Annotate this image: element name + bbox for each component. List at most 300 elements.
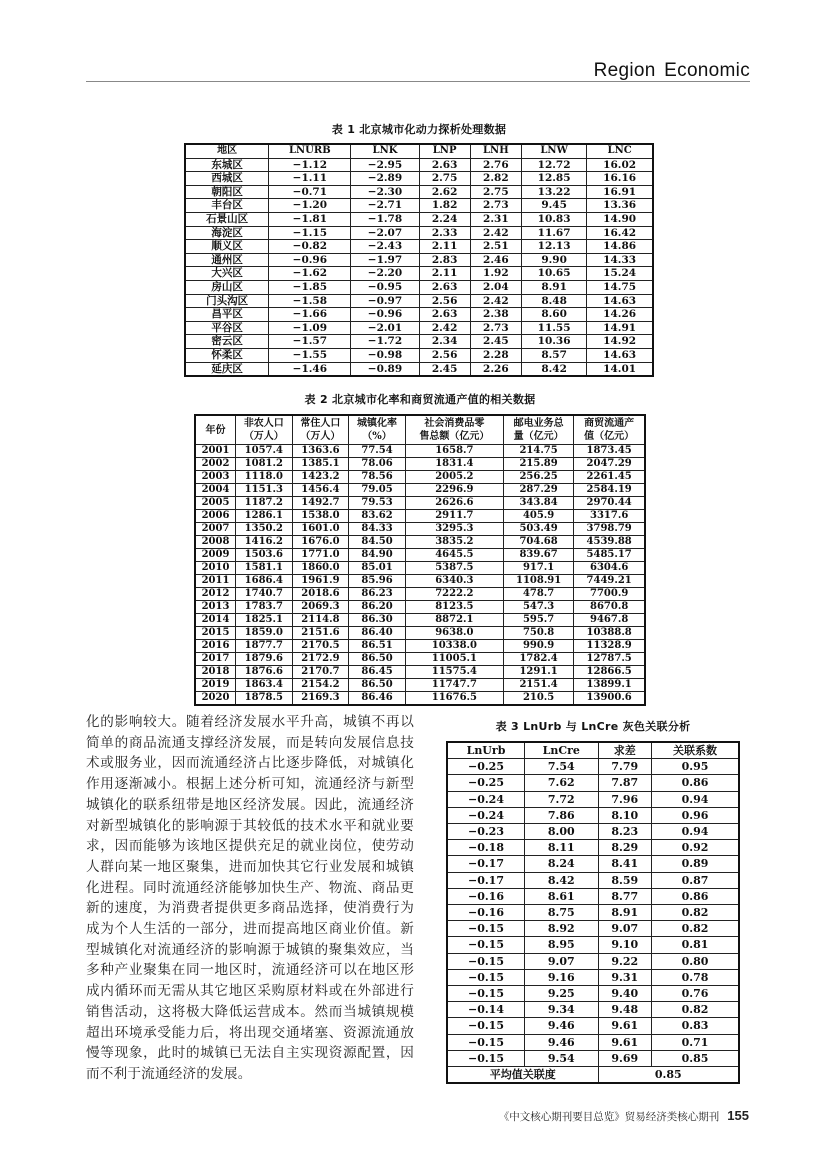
table-cell: 2007 <box>195 523 236 536</box>
table-row <box>447 905 739 921</box>
table-cell: 8.77 <box>598 888 651 904</box>
t2-col-header <box>574 415 645 445</box>
table-cell: 2970.44 <box>574 497 645 510</box>
table-row <box>447 872 739 888</box>
table-cell: −0.18 <box>447 840 524 856</box>
table-cell: 2015 <box>195 627 236 640</box>
table-cell: 2.51 <box>470 240 521 254</box>
table-cell: 8.91 <box>598 905 651 921</box>
table-cell: 85.96 <box>349 575 406 588</box>
table-cell: −2.89 <box>351 172 419 186</box>
table-cell: 2170.5 <box>292 640 349 653</box>
table-cell: −0.15 <box>447 937 524 953</box>
t1-col-header: LNH <box>470 144 521 158</box>
table-cell: 0.82 <box>652 905 740 921</box>
header-line: 社会消费品零 <box>424 418 485 429</box>
table-cell: 2.62 <box>419 185 470 199</box>
table-cell: 1108.91 <box>503 575 573 588</box>
table-cell: 11328.9 <box>574 640 645 653</box>
table-cell: −2.01 <box>351 321 419 335</box>
table-row <box>447 807 739 823</box>
table-cell: 2005.2 <box>405 471 503 484</box>
table-row <box>195 588 645 601</box>
table-cell: 11575.4 <box>405 666 503 679</box>
table-row <box>195 484 645 497</box>
table-cell: 16.42 <box>587 226 653 240</box>
table-row <box>447 937 739 953</box>
table-cell: 9.22 <box>598 953 651 969</box>
table-cell: 9.46 <box>524 1018 598 1034</box>
table-cell: 9.61 <box>598 1034 651 1050</box>
table-row <box>447 1050 739 1066</box>
table-cell: 2.63 <box>419 158 470 172</box>
table-cell: 1860.0 <box>292 562 349 575</box>
table-cell: 8.59 <box>598 872 651 888</box>
table-cell: −0.15 <box>447 969 524 985</box>
table-cell: 2.63 <box>419 308 470 322</box>
table-cell: 86.51 <box>349 640 406 653</box>
t1-col-header: LNW <box>521 144 586 158</box>
table-cell: 1.82 <box>419 199 470 213</box>
table-cell: 2016 <box>195 640 236 653</box>
table-cell: 0.96 <box>652 807 740 823</box>
table-row <box>195 679 645 692</box>
table-cell: 86.20 <box>349 601 406 614</box>
table-cell: 2296.9 <box>405 484 503 497</box>
table-cell: 2.46 <box>470 253 521 267</box>
table-cell: 9.61 <box>598 1018 651 1034</box>
table-cell: 1961.9 <box>292 575 349 588</box>
table-cell: 13899.1 <box>574 679 645 692</box>
table-cell: 1057.4 <box>236 445 293 458</box>
table-cell: 2011 <box>195 575 236 588</box>
header-line: 常住人口 <box>300 418 341 429</box>
table-cell: 1879.6 <box>236 653 293 666</box>
table-cell: −1.46 <box>269 362 351 376</box>
header-line: 售总额（亿元） <box>419 431 490 442</box>
header-line: 商贸流通产 <box>584 418 635 429</box>
table-cell: 2.04 <box>470 280 521 294</box>
table-cell: 2.26 <box>470 362 521 376</box>
table-cell: 2018.6 <box>292 588 349 601</box>
table-cell: −1.85 <box>269 280 351 294</box>
t3-col-header: LnCre <box>524 742 598 759</box>
table-cell: −0.15 <box>447 953 524 969</box>
table-cell: 1740.7 <box>236 588 293 601</box>
table3 <box>446 741 740 1084</box>
table-cell: −0.15 <box>447 921 524 937</box>
table-cell: 1503.6 <box>236 549 293 562</box>
table-cell: 1456.4 <box>292 484 349 497</box>
table-cell: 2151.4 <box>503 679 573 692</box>
table-row <box>185 335 653 349</box>
table-cell: 1286.1 <box>236 510 293 523</box>
table-row <box>185 253 653 267</box>
table-row <box>195 653 645 666</box>
table-cell: 1291.1 <box>503 666 573 679</box>
table-cell: 1676.0 <box>292 536 349 549</box>
page-footer <box>499 1108 749 1124</box>
table-cell: 595.7 <box>503 614 573 627</box>
table-cell: 78.06 <box>349 458 406 471</box>
table-cell: 15.24 <box>587 267 653 281</box>
table-cell: 287.29 <box>503 484 573 497</box>
table-cell: 9.07 <box>598 921 651 937</box>
table-cell: 0.81 <box>652 937 740 953</box>
table-cell: 13.22 <box>521 185 586 199</box>
table-cell: −0.25 <box>447 775 524 791</box>
table-cell: 2.38 <box>470 308 521 322</box>
t2-col-header <box>195 415 236 445</box>
table3-caption: 表 3 LnUrb 与 LnCre 灰色关联分析 <box>495 720 691 733</box>
table-cell: 917.1 <box>503 562 573 575</box>
table-cell: 9.90 <box>521 253 586 267</box>
table-cell: −0.17 <box>447 856 524 872</box>
table-cell: 11005.1 <box>405 653 503 666</box>
table-cell: 12787.5 <box>574 653 645 666</box>
table-cell: 86.46 <box>349 692 406 706</box>
table-cell: −0.15 <box>447 1050 524 1066</box>
table-cell: 8.10 <box>598 807 651 823</box>
table-cell: 8.92 <box>524 921 598 937</box>
table-cell: 2.28 <box>470 348 521 362</box>
table-row <box>195 471 645 484</box>
table-row <box>447 791 739 807</box>
table-cell: −0.15 <box>447 1034 524 1050</box>
table-cell: 2.56 <box>419 294 470 308</box>
table-cell: 1771.0 <box>292 549 349 562</box>
table-cell: 2151.6 <box>292 627 349 640</box>
table-cell: 2006 <box>195 510 236 523</box>
t3-col-header: LnUrb <box>447 742 524 759</box>
table-cell: 86.45 <box>349 666 406 679</box>
table-cell: 0.94 <box>652 791 740 807</box>
table-cell: 14.01 <box>587 362 653 376</box>
table-cell: 2069.3 <box>292 601 349 614</box>
t1-col-header: 地区 <box>185 144 269 158</box>
table-cell: 0.85 <box>652 1050 740 1066</box>
table-row <box>185 294 653 308</box>
table-cell: 16.91 <box>587 185 653 199</box>
header-line: （%） <box>362 431 392 442</box>
table-cell: 9.10 <box>598 937 651 953</box>
table-cell: 86.40 <box>349 627 406 640</box>
table-cell: 石景山区 <box>185 212 269 226</box>
table-cell: −2.43 <box>351 240 419 254</box>
table-cell: 2019 <box>195 679 236 692</box>
table-cell: −0.15 <box>447 1018 524 1034</box>
table3-summary-row <box>447 1067 739 1084</box>
table-cell: 10.83 <box>521 212 586 226</box>
table-cell: 547.3 <box>503 601 573 614</box>
table-cell: 3317.6 <box>574 510 645 523</box>
table-row <box>185 240 653 254</box>
table-cell: 83.62 <box>349 510 406 523</box>
table-cell: −0.14 <box>447 1002 524 1018</box>
table-cell: 12866.5 <box>574 666 645 679</box>
table-cell: 79.53 <box>349 497 406 510</box>
table-row <box>447 953 739 969</box>
t2-col-header <box>503 415 573 445</box>
table-cell: 7.54 <box>524 759 598 775</box>
table-cell: −0.15 <box>447 986 524 1002</box>
table-cell: 3798.79 <box>574 523 645 536</box>
table-cell: 85.01 <box>349 562 406 575</box>
t2-col-header <box>292 415 349 445</box>
table-cell: 1863.4 <box>236 679 293 692</box>
table-cell: 2261.45 <box>574 471 645 484</box>
table2-body <box>195 445 645 706</box>
table-row <box>447 888 739 904</box>
table-cell: 10388.8 <box>574 627 645 640</box>
table-row <box>195 497 645 510</box>
table-row <box>195 640 645 653</box>
table-cell: −0.16 <box>447 888 524 904</box>
table-row <box>195 549 645 562</box>
table-cell: 84.33 <box>349 523 406 536</box>
header-line: 邮电业务总 <box>513 418 564 429</box>
t2-col-header <box>236 415 293 445</box>
table-cell: 8.23 <box>598 824 651 840</box>
table-row <box>447 1002 739 1018</box>
table-cell: 8.91 <box>521 280 586 294</box>
table-cell: −1.72 <box>351 335 419 349</box>
table-cell: 1.92 <box>470 267 521 281</box>
table-cell: −1.11 <box>269 172 351 186</box>
table-cell: 怀柔区 <box>185 348 269 362</box>
table-cell: 9.34 <box>524 1002 598 1018</box>
table-cell: −1.62 <box>269 267 351 281</box>
table-cell: 2020 <box>195 692 236 706</box>
table-cell: 4539.88 <box>574 536 645 549</box>
table-cell: 215.89 <box>503 458 573 471</box>
table-cell: 0.78 <box>652 969 740 985</box>
table-cell: 8.57 <box>521 348 586 362</box>
table-cell: 11.55 <box>521 321 586 335</box>
table-cell: −0.17 <box>447 872 524 888</box>
table-row <box>185 199 653 213</box>
table-row <box>185 267 653 281</box>
table-cell: 14.63 <box>587 294 653 308</box>
table-cell: 1658.7 <box>405 445 503 458</box>
table-cell: 门头沟区 <box>185 294 269 308</box>
table-row <box>195 562 645 575</box>
table-cell: 11.67 <box>521 226 586 240</box>
header-line: （万人） <box>243 431 284 442</box>
table-cell: 8.11 <box>524 840 598 856</box>
table-cell: 2010 <box>195 562 236 575</box>
table-cell: 2.76 <box>470 158 521 172</box>
table-row <box>447 759 739 775</box>
table-cell: −0.24 <box>447 807 524 823</box>
table-cell: 210.5 <box>503 692 573 706</box>
running-title: Region Economic <box>593 60 750 81</box>
table-cell: 1423.2 <box>292 471 349 484</box>
table-cell: 5387.5 <box>405 562 503 575</box>
table-cell: 通州区 <box>185 253 269 267</box>
table-cell: 14.92 <box>587 335 653 349</box>
table1-body <box>185 158 653 376</box>
table-cell: 2626.6 <box>405 497 503 510</box>
table-cell: 7.86 <box>524 807 598 823</box>
table-cell: 839.67 <box>503 549 573 562</box>
table-row <box>195 458 645 471</box>
table-cell: 0.71 <box>652 1034 740 1050</box>
table-cell: 2012 <box>195 588 236 601</box>
table-cell: 房山区 <box>185 280 269 294</box>
t2-col-header <box>405 415 503 445</box>
table-cell: 12.85 <box>521 172 586 186</box>
table-row <box>185 321 653 335</box>
header-rule <box>86 81 750 82</box>
table-cell: 0.86 <box>652 775 740 791</box>
table-cell: 6304.6 <box>574 562 645 575</box>
table-cell: 405.9 <box>503 510 573 523</box>
table-cell: 8.41 <box>598 856 651 872</box>
t1-col-header: LNURB <box>269 144 351 158</box>
table-cell: −0.82 <box>269 240 351 254</box>
table-cell: 7449.21 <box>574 575 645 588</box>
table-cell: 2114.8 <box>292 614 349 627</box>
table-cell: −1.20 <box>269 199 351 213</box>
table-cell: 14.86 <box>587 240 653 254</box>
table-cell: −1.97 <box>351 253 419 267</box>
table-row <box>185 172 653 186</box>
body-paragraph: 化的影响较大。随着经济发展水平升高，城镇不再以简单的商品流通支撑经济发展，而是转向发展信息技术或服务业，因而流通经济占比逐步降低，对城镇化作用逐渐减小。根据上述分析可知，流通经济与新型城镇化的联系纽带是地区经济发展。因此，流通经济对新型城镇化的影响源于其较低的技术水平和就业要求，因而能够为该地区提供充足的就业岗位，使劳动人群向某一地区聚集，进而加快其它行业发展和城镇化进程。同时流通经济能够加快生产、物流、商品更新的速度，为消费者提供更多商品选择，使消费行为成为个人生活的一部分，进而提高地区商业价值。新型城镇化对流通经济的影响源于城镇的聚集效应，当多种产业聚集在同一地区时，流通经济可以在地区形成内循环而无需从其它地区采购原材料或在外部进行销售活动，这将极大降低运营成本。然而当城镇规模超出环境承受能力后，将出现交通堵塞、资源流通放慢等现象，此时的城镇已无法自主实现资源配置，因而不利于流通经济的发展。 <box>86 714 414 1082</box>
table-cell: 8.60 <box>521 308 586 322</box>
table-cell: 8.75 <box>524 905 598 921</box>
table-row <box>195 575 645 588</box>
table-cell: 10.65 <box>521 267 586 281</box>
table-cell: 2047.29 <box>574 458 645 471</box>
table-cell: 2.31 <box>470 212 521 226</box>
table-cell: 2.73 <box>470 321 521 335</box>
t2-col-header <box>349 415 406 445</box>
table-cell: 5485.17 <box>574 549 645 562</box>
table-cell: 503.49 <box>503 523 573 536</box>
table-cell: −1.66 <box>269 308 351 322</box>
table-cell: 7.87 <box>598 775 651 791</box>
table-cell: 990.9 <box>503 640 573 653</box>
table-cell: 2002 <box>195 458 236 471</box>
table3-body <box>447 759 739 1067</box>
table-cell: 2.42 <box>419 321 470 335</box>
table-row <box>195 614 645 627</box>
table-cell: 1686.4 <box>236 575 293 588</box>
table-cell: 0.86 <box>652 888 740 904</box>
table-cell: 1363.6 <box>292 445 349 458</box>
table-cell: 0.94 <box>652 824 740 840</box>
table-cell: 16.16 <box>587 172 653 186</box>
table-cell: 2.56 <box>419 348 470 362</box>
table-cell: 0.92 <box>652 840 740 856</box>
table-cell: 2018 <box>195 666 236 679</box>
table-cell: 13900.6 <box>574 692 645 706</box>
table-cell: 1877.7 <box>236 640 293 653</box>
table-cell: 1581.1 <box>236 562 293 575</box>
table-cell: 4645.5 <box>405 549 503 562</box>
table-cell: 8.95 <box>524 937 598 953</box>
table-cell: 9.46 <box>524 1034 598 1050</box>
table-cell: −0.96 <box>351 308 419 322</box>
table-cell: 2.34 <box>419 335 470 349</box>
table-cell: 3295.3 <box>405 523 503 536</box>
table-cell: 0.89 <box>652 856 740 872</box>
table-cell: −1.78 <box>351 212 419 226</box>
table-cell: −2.20 <box>351 267 419 281</box>
table1 <box>184 143 654 377</box>
table-cell: 1492.7 <box>292 497 349 510</box>
table-cell: −0.89 <box>351 362 419 376</box>
table-cell: 1416.2 <box>236 536 293 549</box>
table-cell: −0.95 <box>351 280 419 294</box>
table-cell: −2.30 <box>351 185 419 199</box>
table-cell: 2.45 <box>470 335 521 349</box>
table-cell: 1831.4 <box>405 458 503 471</box>
table-cell: 1538.0 <box>292 510 349 523</box>
table-row <box>447 824 739 840</box>
table-cell: −2.95 <box>351 158 419 172</box>
table-cell: 0.87 <box>652 872 740 888</box>
table-cell: 14.26 <box>587 308 653 322</box>
table-cell: 84.50 <box>349 536 406 549</box>
table-cell: −1.55 <box>269 348 351 362</box>
table-row <box>195 692 645 706</box>
table-cell: 6340.3 <box>405 575 503 588</box>
table-cell: 7222.2 <box>405 588 503 601</box>
table-cell: −2.71 <box>351 199 419 213</box>
table-cell: 2.83 <box>419 253 470 267</box>
table-cell: 2154.2 <box>292 679 349 692</box>
table-cell: 86.50 <box>349 679 406 692</box>
table-row <box>447 969 739 985</box>
table-cell: 11676.5 <box>405 692 503 706</box>
table-row <box>185 226 653 240</box>
table-row <box>185 280 653 294</box>
table3-header-row <box>447 742 739 759</box>
table-cell: 8872.1 <box>405 614 503 627</box>
table-row <box>185 308 653 322</box>
table-cell: −1.12 <box>269 158 351 172</box>
table-cell: 1151.3 <box>236 484 293 497</box>
table-cell: 7.96 <box>598 791 651 807</box>
table-cell: 2.82 <box>470 172 521 186</box>
table-cell: 2.63 <box>419 280 470 294</box>
table-cell: 东城区 <box>185 158 269 172</box>
table-cell: 14.33 <box>587 253 653 267</box>
table-row <box>185 348 653 362</box>
table-cell: 8.00 <box>524 824 598 840</box>
table-row <box>185 212 653 226</box>
table-cell: 10338.0 <box>405 640 503 653</box>
table-cell: 14.75 <box>587 280 653 294</box>
table-cell: 顺义区 <box>185 240 269 254</box>
table-cell: 1873.45 <box>574 445 645 458</box>
table-cell: 1118.0 <box>236 471 293 484</box>
table-cell: 7.79 <box>598 759 651 775</box>
table-cell: 1783.7 <box>236 601 293 614</box>
header-line: 非农人口 <box>243 418 284 429</box>
table-cell: 9.07 <box>524 953 598 969</box>
table-cell: 9.25 <box>524 986 598 1002</box>
table-cell: 9.40 <box>598 986 651 1002</box>
table-cell: 海淀区 <box>185 226 269 240</box>
table-row <box>447 1034 739 1050</box>
table-cell: 3835.2 <box>405 536 503 549</box>
table-cell: 78.56 <box>349 471 406 484</box>
table-cell: 平谷区 <box>185 321 269 335</box>
table-row <box>195 601 645 614</box>
